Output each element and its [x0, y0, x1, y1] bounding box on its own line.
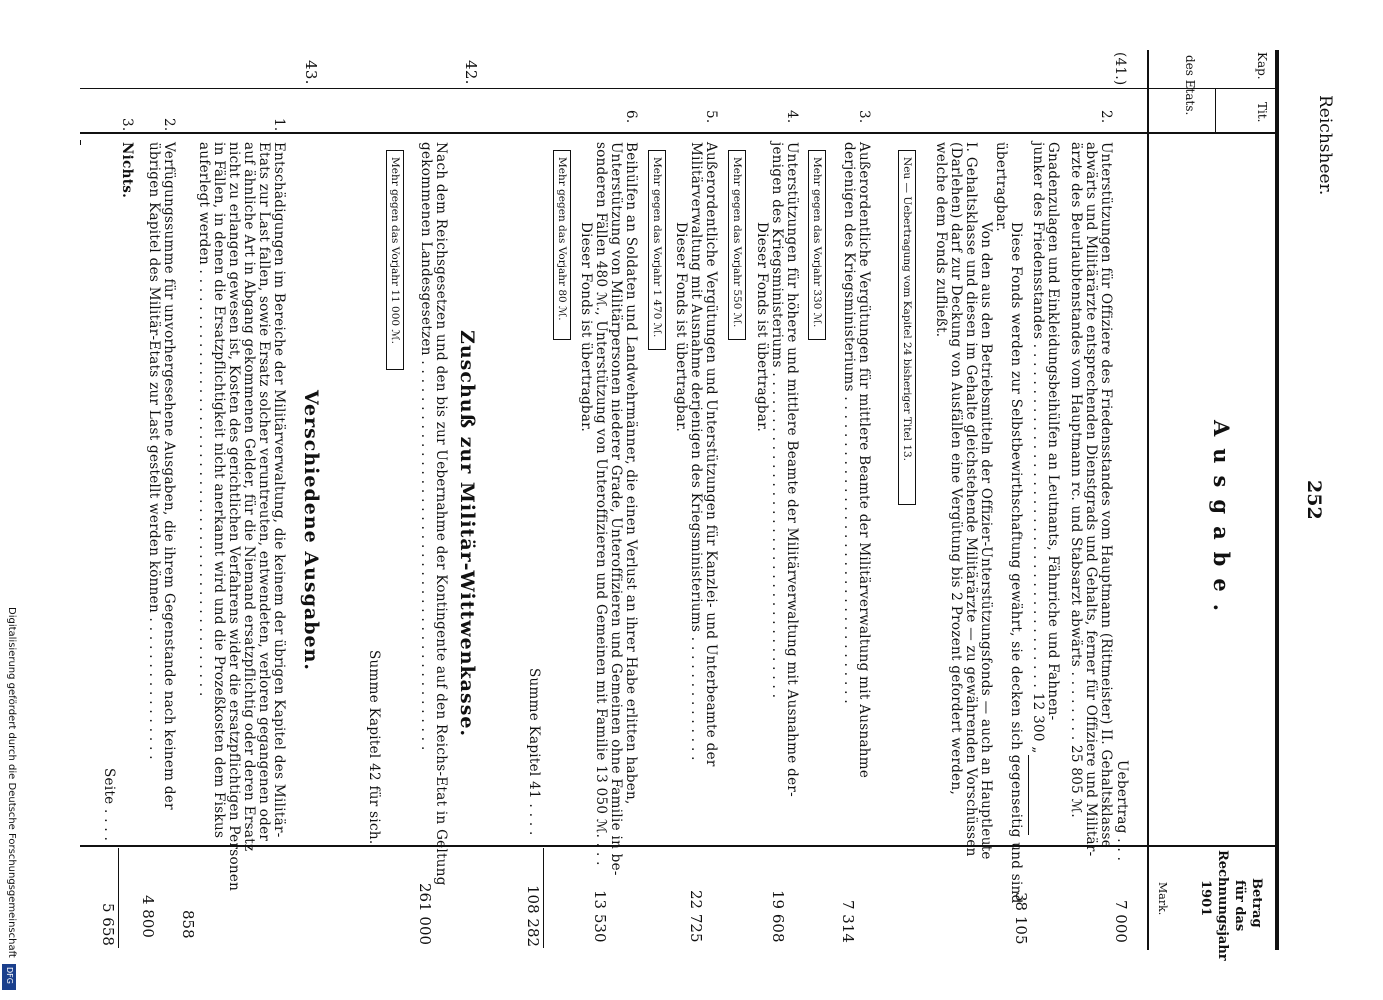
item-5-line-1: Außerordentliche Vergütungen und Unterstützungen für Kanzlei- und Unterbeamte der	[703, 142, 719, 767]
chapter-43-tit-1: 1.	[271, 118, 287, 132]
item-2-line-6: Diese Fonds werden zur Selbstbewirthschaftung gewährt, sie decken sich gegenseitig und sind	[1008, 222, 1024, 904]
amount-header-2: für das	[1232, 880, 1247, 932]
section-title: Ausgabe.	[1209, 420, 1234, 624]
des-etats-header: des Etats.	[1183, 55, 1197, 116]
tit-5: 5.	[703, 110, 719, 124]
tit-2: 2.	[1098, 110, 1114, 124]
item-6-line-2: Unterstützung von Militärpersonen niederer Grade, Unteroffizieren und Gemeinen ohne Familie in be-	[608, 142, 624, 876]
item-2-line-10: (Darlehen) darf zur Deckung von Ausfällen eine Vergütung bis 2 Prozent gefordert werden,	[948, 142, 964, 796]
item-4-line-3: Dieser Fonds ist übertragbar.	[754, 222, 770, 433]
mark-header: Mark.	[1156, 882, 1169, 916]
chapter-43-item-2-line-1: Verfügungssumme für unvorhergesehene Ausgaben, die ihrem Gegenstande nach keinem der	[161, 142, 177, 810]
page-sum-amount: 5 658	[99, 903, 117, 946]
item-6-line-4: Dieser Fonds ist übertragbar.	[578, 222, 594, 433]
chapter-43-item-1-line-6: auferlegt werden . . . . . . . . . . . . . . . . . . . . . . . . . . . . . . . . . . . . . . . . . . . . . . .	[196, 142, 212, 697]
chapter-43-item-2-line-2: übrigen Kapitel des Militär-Etats zur Last gestellt werden können . . . . . . . . . . . . . . . .	[146, 142, 162, 760]
item-2-amount: 38 105	[1012, 892, 1030, 945]
kap-column-rule	[80, 88, 1275, 89]
chapter-43-item-1-line-2: Etats zur Last fallen, sowie Ersatz solcher veruntreuten, entwendeten, verloren gegangenen oder	[256, 142, 272, 842]
chapter-43-item-1-line-4: nicht zu erlangen gewesen ist, Kosten des gerichtlichen Verfahrens wider die ersatzpflichtigen Personen	[226, 142, 242, 892]
chapter-42-amount: 261 000	[416, 883, 434, 946]
tit-header: Tit.	[1255, 102, 1269, 123]
tit-6: 6.	[623, 110, 639, 124]
chapter-43-item-1-amount: 858	[179, 910, 197, 939]
item-2-line-3: ärzte des Beurlaubtenstandes vom Hauptmann rc. und Stabsarzt abwärts . . . . . . . . 25 805 ℳ.	[1068, 142, 1084, 818]
chapter-42-top-rule	[80, 140, 81, 145]
item-6-line-3: sonderen Fällen 480 ℳ., Unterstützung von Unteroffizieren und Gemeinen mit Familie 13 050 ℳ. . . .	[593, 142, 609, 866]
chapter-43-item-2-amount: 4 800	[139, 895, 157, 938]
item-2-line-4: Gnadenzulagen und Einkleidungsbeihülfen an Leutnants, Fähnriche und Fahnen-	[1045, 142, 1061, 721]
page-number: 252	[1303, 480, 1325, 520]
kap-41-ref: (41.)	[1112, 52, 1128, 86]
chapter-41-sum-label: Summe Kapitel 41 . . . .	[526, 668, 542, 836]
carry-over-label: Uebertrag . . .	[1114, 760, 1130, 862]
item-4-note: Mehr gegen das Vorjahr 550 ℳ.	[728, 150, 746, 340]
item-2-note: Neu — Uebertragung vom Kapitel 24 bisheriger Titel 13.	[898, 150, 916, 505]
kap-header: Kap.	[1255, 52, 1269, 80]
item-4-line-1: Unterstützungen für höhere und mittlere Beamte der Militärverwaltung mit Ausnahme der-	[784, 142, 800, 797]
chapter-43-item-3-line-1: Nichts.	[119, 142, 135, 199]
chapter-43-title: Verschiedene Ausgaben.	[300, 390, 322, 672]
item-2-line-8: Von den aus den Betriebsmitteln der Offizier-Unterstützungsfonds — auch an Hauptleute	[978, 222, 994, 860]
item-4-line-2: jenigen des Kriegsministeriums . . . . . . . . . . . . . . . . . . . . . . . . . . . . . . . . . . . .	[769, 142, 785, 699]
chapter-43-item-1-line-1: Entschädigungen im Bereiche der Militärverwaltung, die keinem der übrigen Kapitel des Militär-	[271, 142, 287, 838]
dfg-logo: DFG	[2, 964, 16, 990]
chapter-42-title: Zuschuß zur Militär-Wittwenkasse.	[456, 330, 478, 738]
kap-42: 42.	[462, 60, 480, 85]
item-5-amount: 22 725	[687, 890, 705, 943]
chapter-43-item-1-line-3: auf ähnliche Art in Abgang gekommenen Gelder, für die Niemand ersatzpflichtig oder deren Ersatz	[241, 142, 257, 852]
item-2-line-5: junker des Friedensstandes . . . . . . . . . . . . . . . . . . . . . . . . . . . . . . . . . . . . . . 12 300 „	[1030, 142, 1046, 754]
item-2-subtotal-rule	[1028, 755, 1029, 835]
item-3-amount: 7 314	[839, 900, 857, 943]
item-5-line-3: Dieser Fonds ist übertragbar.	[673, 222, 689, 433]
item-2-line-1: Unterstützungen für Offiziere des Friedensstandes vom Hauptmann (Rittmeister) II. Gehaltsklasse	[1098, 142, 1114, 849]
kap-43: 43.	[302, 60, 320, 85]
kap-tit-divider	[1215, 88, 1216, 132]
chapter-43-tit-2: 2.	[161, 118, 177, 132]
page-sum-rule	[118, 848, 119, 948]
page-sum-label: Seite . . . .	[101, 768, 117, 842]
item-3-line-1: Außerordentliche Vergütungen für mittlere Beamte der Militärverwaltung mit Ausnahme	[856, 142, 872, 779]
chapter-42-sum-label: Summe Kapitel 42 für sich.	[366, 650, 382, 845]
item-2-line-11: welche dem Fonds zufließt.	[933, 142, 949, 338]
tit-4: 4.	[784, 110, 800, 124]
chapter-42-line-2: gekommenen Landesgesetzen . . . . . . . . . . . . . . . . . . . . . . . . . . . . . . . . . . . . . . . . . . .	[418, 142, 434, 751]
carry-over-amount: 7 000	[1112, 900, 1130, 943]
item-5-line-2: Militärverwaltung mit Ausnahme derjenigen des Kriegsministeriums . . . . . . . . . . . . . .	[688, 142, 704, 761]
chapter-41-sum-amount: 108 282	[524, 885, 542, 948]
item-3-line-2: derjenigen des Kriegsministeriums . . . . . . . . . . . . . . . . . . . . . . . . . . . . . . . . . .	[841, 142, 857, 704]
amount-header-1: Betrag	[1249, 878, 1264, 928]
item-5-note: Mehr gegen das Vorjahr 1 470 ℳ.	[648, 150, 666, 350]
item-2-line-9: I. Gehaltsklasse und diesen im Gehalte gleichstehende Militärärzte — zu gewährenden Vorschüssen	[963, 142, 979, 857]
top-double-rule	[1275, 50, 1279, 950]
item-6-amount: 13 530	[591, 890, 609, 943]
running-head: Reichsheer.	[1315, 95, 1335, 196]
chapter-43-tit-3: 3.	[119, 118, 135, 132]
chapter-41-sum-rule	[543, 848, 544, 948]
tit-3: 3.	[856, 110, 872, 124]
item-2-line-2: abwärts und Militärärzte entsprechenden Dienstgrads und Gehalts, ferner für Offiziere und Militär-	[1083, 142, 1099, 857]
chapter-42-note: Mehr gegen das Vorjahr 11 000 ℳ.	[386, 150, 404, 370]
item-6-note: Mehr gegen das Vorjahr 80 ℳ.	[553, 150, 571, 340]
chapter-42-line-1: Nach dem Reichsgesetzen und den bis zur Uebernahme der Kontingente auf den Reichs-Etat in Geltung	[433, 142, 449, 886]
amount-header-4: 1901	[1198, 880, 1213, 917]
header-rule	[1147, 50, 1149, 950]
digitization-footer: Digitalisierung gefördert durch die Deutsche Forschungsgemeinschaft	[6, 607, 17, 958]
item-6-line-1: Beihülfen an Soldaten und Landwehrmänner, die einen Verlust an ihrer Habe erlitten haben,	[623, 142, 639, 805]
item-3-note: Mehr gegen das Vorjahr 330 ℳ.	[808, 150, 826, 340]
item-4-amount: 19 608	[769, 890, 787, 943]
tit-column-rule	[80, 132, 1275, 134]
item-2-line-7: übertragbar.	[993, 142, 1009, 232]
chapter-43-item-1-line-5: in Fällen, in denen die Ersatzpflichtigkeit nicht anerkannt wird und die Prozeßkosten dem Fiskus	[211, 142, 227, 839]
amount-header-3: Rechnungsjahr	[1215, 850, 1230, 961]
